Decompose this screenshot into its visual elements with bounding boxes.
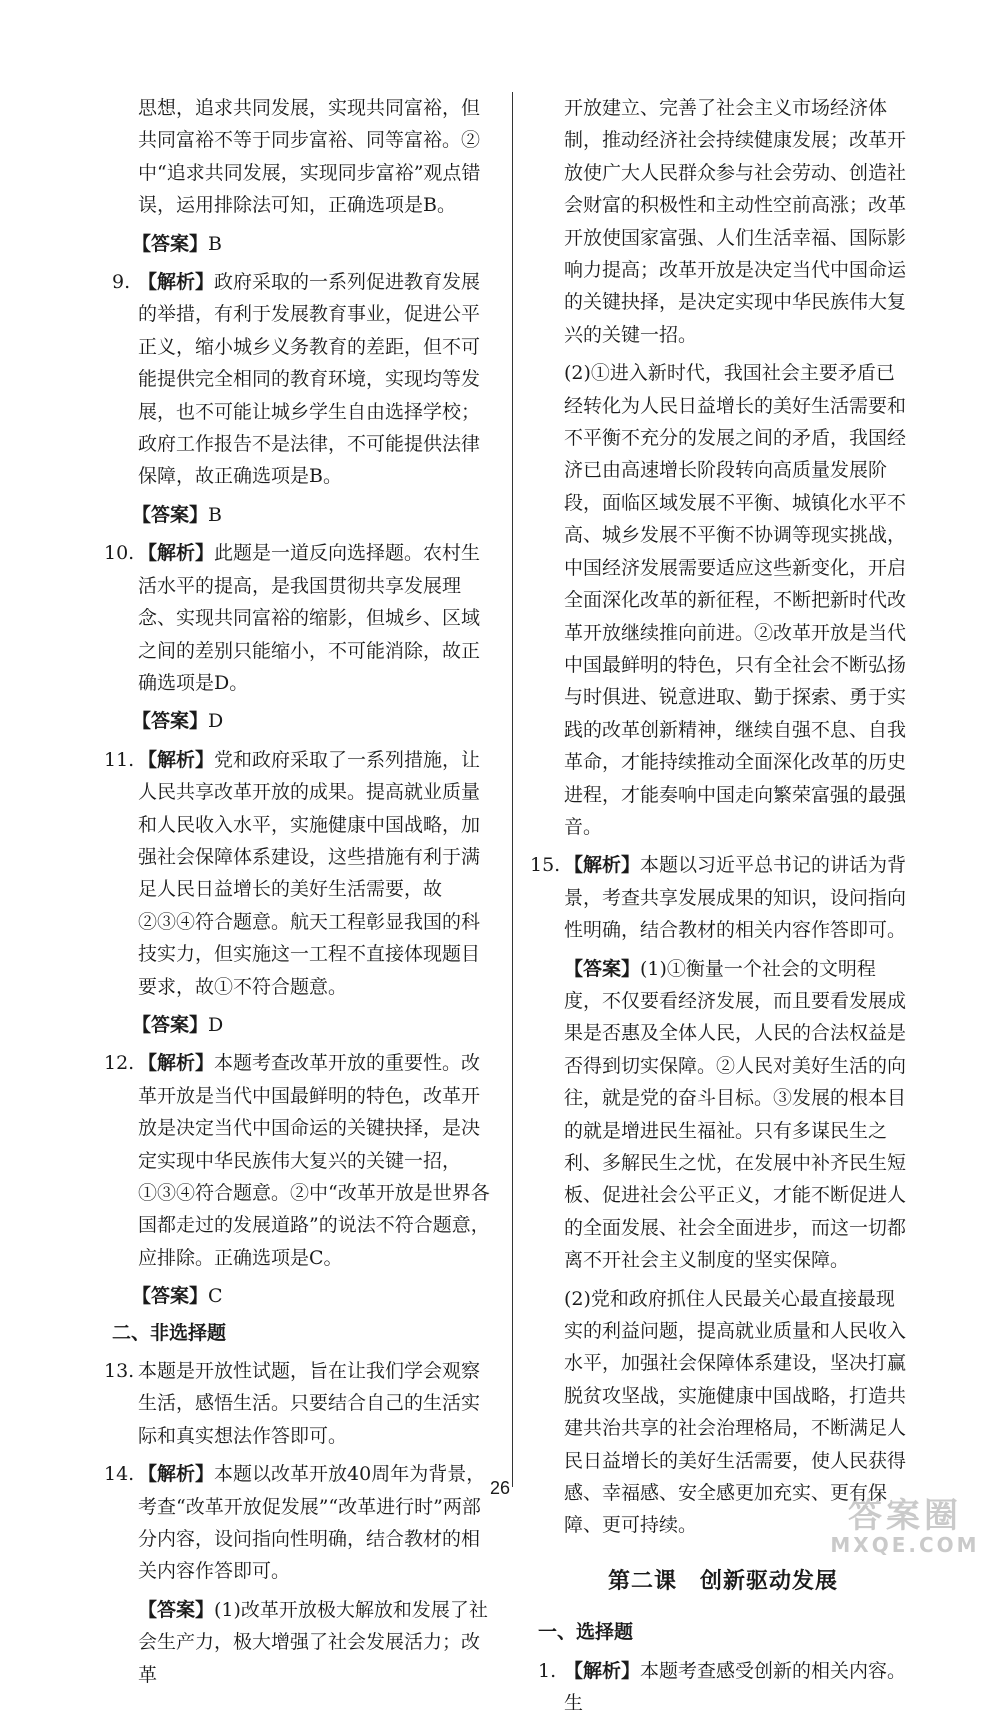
- q12-answer-value: C: [208, 1285, 223, 1308]
- question-number: 13.: [104, 1360, 135, 1383]
- analysis-label: 【解析】: [138, 1463, 215, 1486]
- answer-label: 【答案】: [132, 1285, 209, 1308]
- q15-answer-part2: (2)党和政府抓住人民最关心最直接最现实的利益问题，提高就业质量和人民收入水平，加强社会保障体系建设，坚决打赢脱贫攻坚战，实施健康中国战略，打造共建共治共享的社会治理格局，不断满足人民日益增长的美好生活需要，使人民获得感、幸福感、安全感更加充实、更有保障、更可持续。: [564, 1287, 907, 1537]
- section-heading-non-choice: 二、非选择题: [112, 1321, 227, 1344]
- q8-answer: [112, 228, 490, 260]
- q14-analysis: 本题以改革开放40周年为背景，考查“改革开放促发展”“改革进行时”两部分内容，设问指向性明确，结合教材的相关内容作答即可。: [138, 1463, 486, 1583]
- question-13: [104, 1355, 490, 1452]
- q10-answer-value: D: [208, 710, 224, 733]
- page-number: 26: [489, 1478, 511, 1498]
- answer-label: 【答案】: [138, 1598, 215, 1621]
- q15-analysis: 本题以习近平总书记的讲话为背景，考查共享发展成果的知识，设问指向性明确，结合教材的相关内容作答即可。: [564, 854, 907, 942]
- q9-answer-value: B: [208, 503, 222, 526]
- left-column: [104, 92, 490, 1691]
- q15-answer: [538, 953, 908, 1277]
- question-number: 10.: [104, 542, 135, 565]
- analysis-label: 【解析】: [138, 271, 215, 294]
- section-heading-choice: 一、选择题: [538, 1621, 634, 1644]
- answer-label: 【答案】: [564, 957, 641, 980]
- watermark-text: 答案圈: [848, 1496, 962, 1536]
- answer-label: 【答案】: [132, 1013, 209, 1036]
- question-11: [104, 744, 490, 1003]
- analysis-label: 【解析】: [564, 1659, 641, 1682]
- analysis-label: 【解析】: [138, 1052, 215, 1075]
- q9-analysis: 政府采取的一系列促进教育发展的举措，有利于发展教育事业，促进公平正义，缩小城乡义务教育的差距，但不可能提供完全相同的教育环境，实现均等发展，也不可能让城乡学生自由选择学校；政府工作报告不是法律，不可能提供法律保障，故正确选项是B。: [138, 271, 481, 488]
- question-number: 11.: [104, 748, 135, 771]
- question-15: [530, 849, 908, 946]
- analysis-label: 【解析】: [138, 542, 215, 565]
- q12-answer: [112, 1280, 490, 1312]
- q10-analysis: 此题是一道反向选择题。农村生活水平的提高，是我国贯彻共享发展理念、实现共同富裕的缩影，但城乡、区域之间的差别只能缩小，不可能消除，故正确选项是D。: [138, 542, 481, 694]
- question-12: [104, 1047, 490, 1274]
- question-number: 1.: [538, 1659, 557, 1682]
- question-number: 14.: [104, 1463, 135, 1486]
- q11-analysis: 党和政府采取了一系列措施，让人民共享改革开放的成果。提高就业质量和人民收入水平，实施健康中国战略，加强社会保障体系建设，这些措施有利于满足人民日益增长的美好生活需要，故②③④符合题意。航天工程彰显我国的科技实力，但实施这一工程不直接体现题目要求，故①不符合题意。: [138, 748, 481, 998]
- question-9: [112, 266, 490, 493]
- q15-answer-part1: (1)①衡量一个社会的文明程度，不仅要看经济发展，而且要看发展成果是否惠及全体人民，人民的合法权益是否得到切实保障。②人民对美好生活的向往，就是党的奋斗目标。③发展的根本目的就是增进民生福祉。只有多谋民生之利、多解民生之忧，在发展中补齐民生短板、促进社会公平正义，才能不断促进人的全面发展、社会全面进步，而这一切都离不开社会主义制度的坚实保障。: [564, 957, 907, 1272]
- answer-label: 【答案】: [132, 503, 209, 526]
- question-10: [104, 537, 490, 699]
- q1-analysis: 本题考查感受创新的相关内容。生: [564, 1659, 907, 1715]
- q11-answer: [112, 1009, 490, 1041]
- column-divider: [512, 92, 513, 1487]
- q9-answer: [112, 499, 490, 531]
- watermark-logo: [820, 1488, 990, 1557]
- q14-answer-part2: (2)①进入新时代，我国社会主要矛盾已经转化为人民日益增长的美好生活需要和不平衡不充分的发展之间的矛盾，我国经济已由高速增长阶段转向高质量发展阶段，面临区域发展不平衡、城镇化水平不高、城乡发展不平衡不协调等现实挑战，中国经济发展需要适应这些新变化，开启全面深化改革的新征程，不断把新时代改革开放继续推向前进。②改革开放是当代中国最鲜明的特色，只有全社会不断弘扬与时俱进、锐意进取、勤于探索、勇于实践的改革创新精神，继续自强不息、自我革命，才能持续推动全面深化改革的历史进程，才能奏响中国走向繁荣富强的最强音。: [564, 362, 907, 838]
- q8-analysis-continued: 思想，追求共同发展，实现共同富裕，但共同富裕不等于同步富裕、同等富裕。②中“追求共同发展，实现同步富裕”观点错误，运用排除法可知，正确选项是B。: [138, 97, 481, 217]
- q14-answer-part1: (1)改革开放极大解放和发展了社会生产力，极大增强了社会发展活力；改革: [138, 1598, 488, 1686]
- question-1: [538, 1655, 908, 1720]
- question-number: 15.: [530, 854, 561, 877]
- q12-analysis: 本题考查改革开放的重要性。改革开放是当代中国最鲜明的特色，改革开放是决定当代中国命运的关键抉择，是决定实现中华民族伟大复兴的关键一招，①③④符合题意。②中“改革开放是世界各国都走过的发展道路”的说法不符合题意，应排除。正确选项是C。: [138, 1052, 490, 1269]
- lesson-title: 第二课 创新驱动发展: [607, 1568, 838, 1594]
- q13-text: 本题是开放性试题，旨在让我们学会观察生活，感悟生活。只要结合自己的生活实际和真实想法作答即可。: [138, 1360, 481, 1447]
- q14-answer-continued: 开放建立、完善了社会主义市场经济体制，推动经济社会持续健康发展；改革开放使广大人民群众参与社会劳动、创造社会财富的积极性和主动性空前高涨；改革开放使国家富强、人们生活幸福、国际影响力提高；改革开放是决定当代中国命运的关键抉择，是决定实现中华民族伟大复兴的关键一招。: [564, 97, 907, 346]
- q8-answer-value: B: [208, 232, 222, 255]
- right-column: [530, 92, 908, 1720]
- watermark-url: MXQE.COM: [830, 1533, 980, 1557]
- q11-answer-value: D: [208, 1013, 224, 1036]
- question-number: 12.: [104, 1052, 135, 1075]
- q10-answer: [112, 705, 490, 737]
- answer-label: 【答案】: [132, 232, 209, 255]
- analysis-label: 【解析】: [564, 854, 641, 877]
- answer-label: 【答案】: [132, 710, 209, 733]
- analysis-label: 【解析】: [138, 748, 215, 771]
- q14-answer: [112, 1594, 490, 1691]
- question-number: 9.: [112, 271, 131, 294]
